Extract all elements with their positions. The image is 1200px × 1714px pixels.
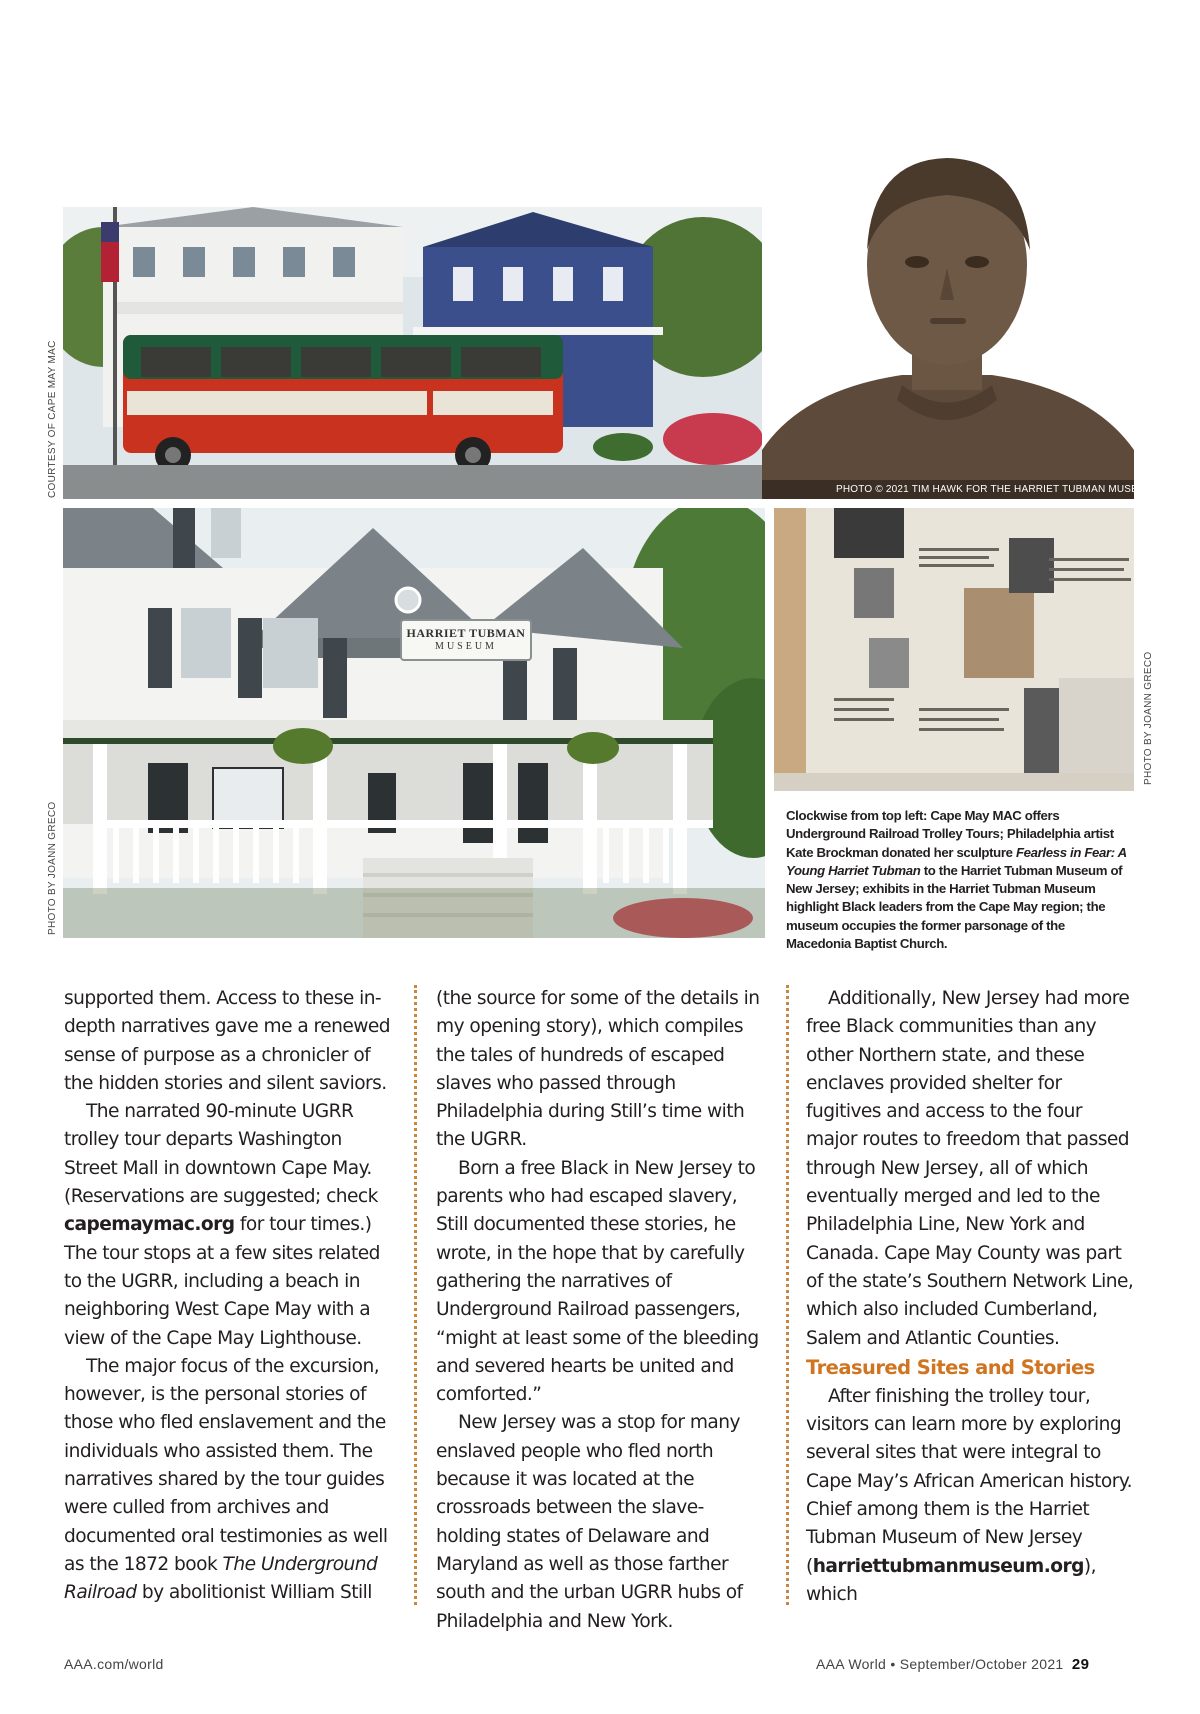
body-column-1: [64, 985, 399, 1608]
body-column-3: [806, 985, 1136, 1609]
photo-caption: [786, 807, 1131, 953]
statue-photo-credit: PHOTO © 2021 TIM HAWK FOR THE HARRIET TUBMAN MUSEUM: [836, 484, 1154, 495]
col1-p2-text-a: The narrated 90-minute UGRR trolley tour departs Washington Street Mall in downtown Cape May. (Reservations are suggested; check: [64, 1101, 378, 1208]
exhibit-photo-credit: PHOTO BY JOANN GRECO: [1143, 651, 1154, 785]
column-divider-2: [786, 985, 789, 1605]
col1-p3-text-a: The major focus of the excursion, however, is the personal stories of those who fled enslavement and the individuals who assisted them. The narratives shared by the tour guides were culled from archives and documented oral testimonies as well as the 1872 book: [64, 1355, 388, 1575]
col3-p2-text-b: ), which: [806, 1555, 1096, 1605]
statue-photo: [762, 150, 1134, 499]
book-title: The Underground Railroad: [64, 1553, 378, 1604]
col2-paragraph-3: New Jersey was a stop for many enslaved people who fled north because it was located at the crossroads between the slave-holding states of Delaware and Maryland as well as those farther south and the urban UGRR hubs of Philadelphia and New York.: [436, 1412, 743, 1632]
col2-paragraph-1: (the source for some of the details in my opening story), which compiles the tales of hundreds of escaped slaves who passed through Philadelphia during Still’s time with the UGRR.: [436, 988, 760, 1151]
section-subhead: Treasured Sites and Stories: [806, 1355, 1095, 1379]
footer-site-link[interactable]: AAA.com/world: [64, 1656, 164, 1672]
footer-issue: [816, 1656, 1089, 1673]
trolley-photo: [63, 207, 762, 499]
col1-paragraph-1: supported them. Access to these in-depth narratives gave me a renewed sense of purpose as a chronicler of the hidden stories and silent saviors.: [64, 988, 391, 1094]
col1-p2-text-b: for tour times.) The tour stops at a few sites related to the UGRR, including a beach in neighboring West Cape May with a view of the Cape May Lighthouse.: [64, 1214, 380, 1349]
museum-photo-credit: PHOTO BY JOANN GRECO: [47, 801, 58, 935]
col1-paragraph-3: [64, 1353, 399, 1608]
column-divider-1: [414, 985, 417, 1605]
exhibit-photo: [774, 508, 1134, 791]
col3-paragraph-2: [806, 1383, 1136, 1609]
col1-paragraph-2: [64, 1098, 399, 1353]
col3-p2-text-a: After finishing the trolley tour, visitors can learn more by exploring several sites that were integral to Cape May’s African American history. Chief among them is the Harriet Tubman Museum of New Jersey (: [806, 1385, 1133, 1577]
museum-sign: [401, 620, 531, 660]
caption-text-1: Clockwise from top left: Cape May MAC offers Underground Railroad Trolley Tours; Philadelphia artist Kate Brockman donated her sculpture: [786, 808, 1114, 860]
col2-paragraph-2: Born a free Black in New Jersey to parents who had escaped slavery, Still documented these stories, he wrote, in the hope that by carefully gathering the narratives of Underground Railroad passengers, “might at least some of the bleeding and severed hearts be united and comforted.”: [436, 1157, 759, 1406]
col3-paragraph-1: Additionally, New Jersey had more free Black communities than any other Northern state, and these enclaves provided shelter for fugitives and access to the four major routes to freedom that passed through New Jersey, all of which eventually merged and led to the Philadelphia Line, New York and Canada. Cape May County was part of the state’s Southern Network Line, which also included Cumberland, Salem and Atlantic Counties.: [806, 988, 1134, 1349]
museum-photo: [63, 508, 765, 938]
capemaymac-link[interactable]: capemaymac.org: [64, 1214, 235, 1236]
harriettubmanmuseum-link[interactable]: harriettubmanmuseum.org: [812, 1555, 1084, 1577]
page-number: 29: [1071, 1656, 1090, 1673]
body-column-2: [436, 985, 766, 1636]
caption-sculpture-title: Fearless in Fear: A Young Harriet Tubman: [786, 844, 1127, 878]
museum-sign-line2: MUSEUM: [435, 641, 497, 652]
col1-p3-text-b: by abolitionist William Still: [136, 1582, 372, 1604]
footer-publication: AAA World • September/October 2021: [816, 1656, 1064, 1672]
trolley-photo-credit: COURTESY OF CAPE MAY MAC: [47, 340, 58, 498]
museum-sign-line1: HARRIET TUBMAN: [406, 626, 526, 640]
caption-text-2: to the Harriet Tubman Museum of New Jersey; exhibits in the Harriet Tubman Museum highlight Black leaders from the Cape May region; the museum occupies the former parsonage of the Macedonia Baptist Church.: [786, 862, 1123, 952]
